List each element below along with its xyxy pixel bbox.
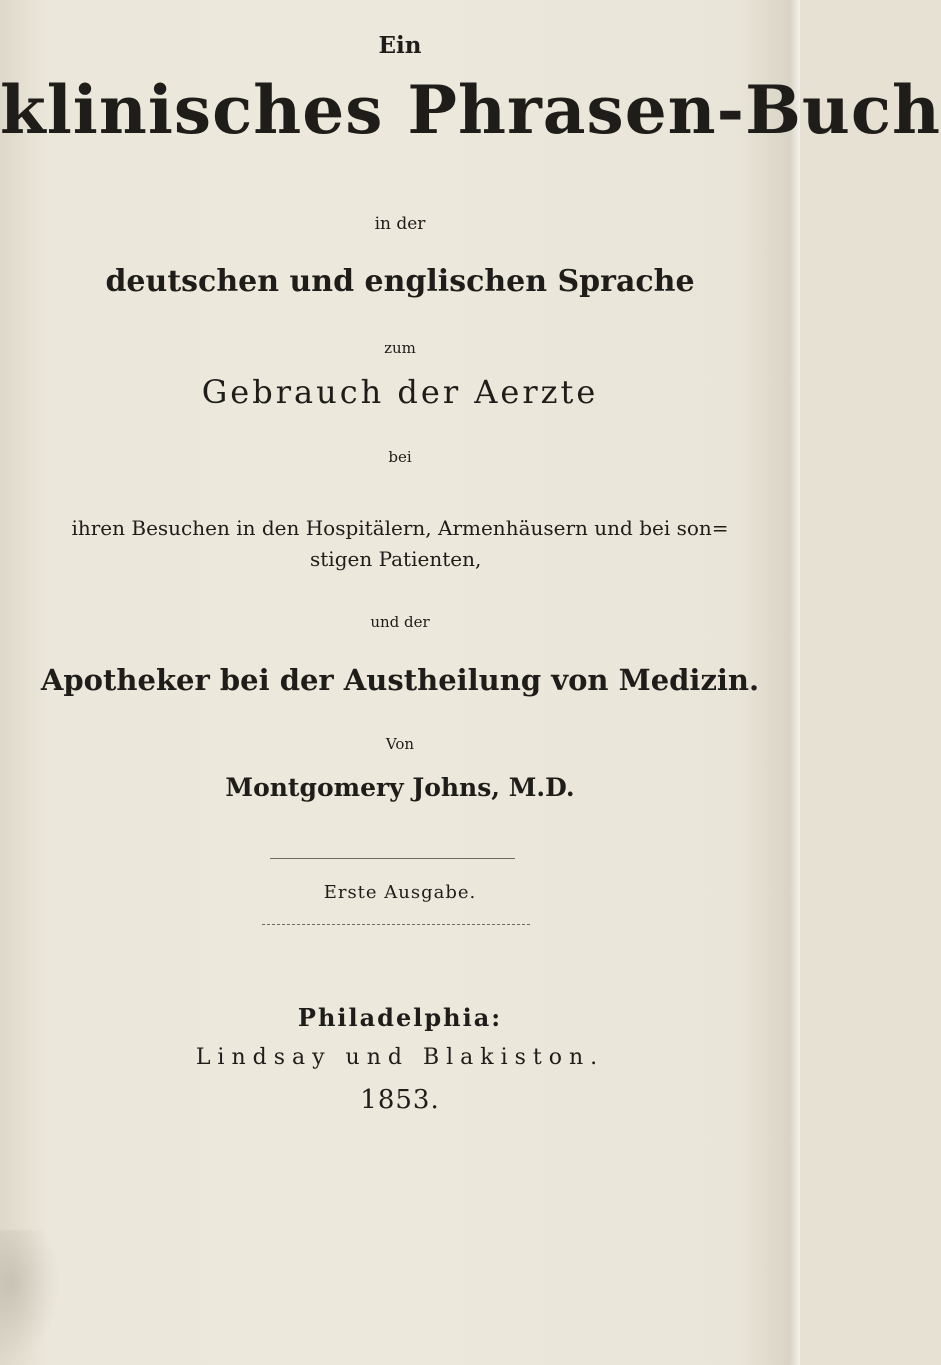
place-text: Philadelphia: xyxy=(297,1003,503,1032)
in-der-text: in der xyxy=(374,214,426,234)
publisher-text: Lindsay und Blakiston. xyxy=(195,1045,605,1070)
year-text: 1853. xyxy=(360,1085,440,1115)
und-der-text: und der xyxy=(370,613,430,631)
bei-text: bei xyxy=(388,448,412,466)
article-word: Ein xyxy=(378,32,422,59)
page-stain xyxy=(0,1230,60,1360)
gebrauch-line: Gebrauch der Aerzte xyxy=(201,373,599,411)
book-title: klinisches Phrasen-Buch xyxy=(0,71,941,149)
divider-bottom xyxy=(262,924,530,925)
divider-top xyxy=(270,858,515,859)
zum-text: zum xyxy=(384,339,416,357)
edition-text: Erste Ausgabe. xyxy=(323,882,477,903)
patienten-line: stigen Patienten, xyxy=(310,547,482,571)
author-name: Montgomery Johns, M.D. xyxy=(225,773,575,802)
besuch-line: ihren Besuchen in den Hospitälern, Armenhäusern und bei son= xyxy=(71,516,729,540)
von-text: Von xyxy=(385,735,415,753)
apotheker-line: Apotheker bei der Austheilung von Medizin. xyxy=(40,663,760,697)
languages-line: deutschen und englischen Sprache xyxy=(105,264,695,299)
